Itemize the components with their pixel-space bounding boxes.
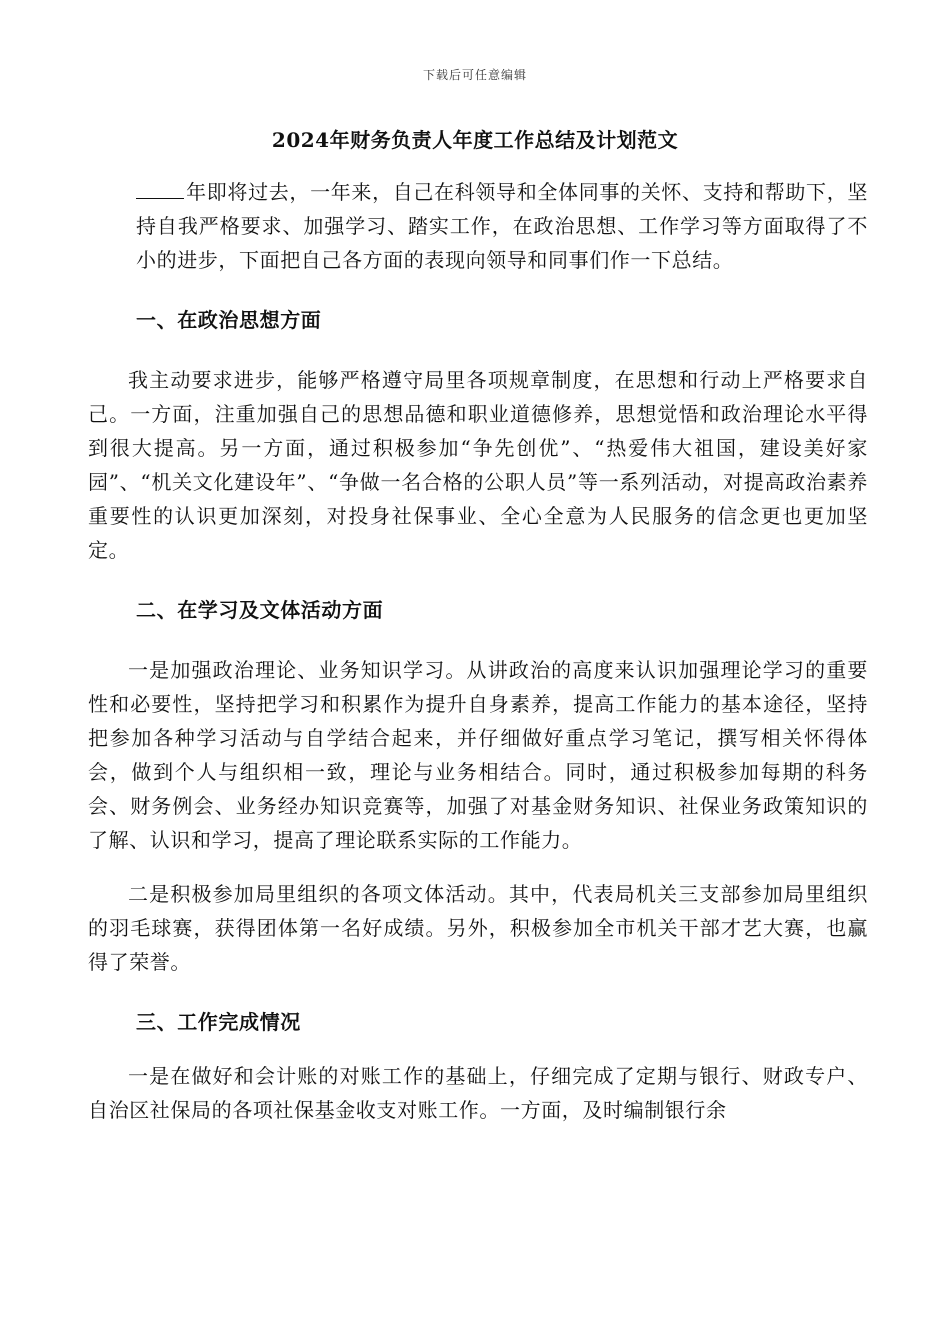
section-heading-work: 三、工作完成情况 [136, 1010, 301, 1034]
section-heading-political: 一、在政治思想方面 [136, 308, 322, 332]
document-title: 2024年财务负责人年度工作总结及计划范文 [271, 128, 679, 152]
document-body [88, 175, 868, 1127]
fill-in-blank [136, 178, 184, 199]
section-heading-study: 二、在学习及文体活动方面 [136, 598, 384, 622]
paragraph-study-2: 二是积极参加局里组织的各项文体活动。其中，代表局机关三支部参加局里组织的羽毛球赛，获得团体第一名好成绩。另外，积极参加全市机关干部才艺大赛，也赢得了荣誉。 [88, 882, 868, 974]
paragraph-study-1: 一是加强政治理论、业务知识学习。从讲政治的高度来认识加强理论学习的重要性和必要性，坚持把学习和积累作为提升自身素养，提高工作能力的基本途径，坚持把参加各种学习活动与自学结合起来，并仔细做好重点学习笔记，撰写相关怀得体会，做到个人与组织相一致，理论与业务相结合。同时，通过积极参加每期的科务会、财务例会、业务经办知识竞赛等，加强了对基金财务知识、社保业务政策知识的了解、认识和学习，提高了理论联系实际的工作能力。 [88, 658, 868, 852]
intro-line1: 年即将过去，一年来，自己在科领导和全体同事的关怀、支持和帮助下， [186, 180, 848, 204]
header-note: 下载后可任意编辑 [422, 68, 527, 82]
paragraph-political: 我主动要求进步，能够严格遵守局里各项规章制度，在思想和行动上严格要求自己。一方面，注重加强自己的思想品德和职业道德修养，思想觉悟和政治理论水平得到很大提高。另一方面，通过积极参加“争先创优”、“热爱伟大祖国，建设美好家园”、“机关文化建设年”、“争做一名合格的公职人员”等一系列活动，对提高政治素养重要性的认识更加深刻，对投身社保事业、全心全意为人民服务的信念更也更加坚定。 [88, 368, 868, 562]
intro-paragraph [88, 175, 868, 277]
intro-rest: 坚持自我严格要求、加强学习、踏实工作，在政治思想、工作学习等方面取得了不小的进步，下面把自己各方面的表现向领导和同事们作一下总结。 [136, 180, 868, 272]
paragraph-work-1: 一是在做好和会计账的对账工作的基础上，仔细完成了定期与银行、财政专户、自治区社保局的各项社保基金收支对账工作。一方面，及时编制银行余 [88, 1064, 868, 1122]
